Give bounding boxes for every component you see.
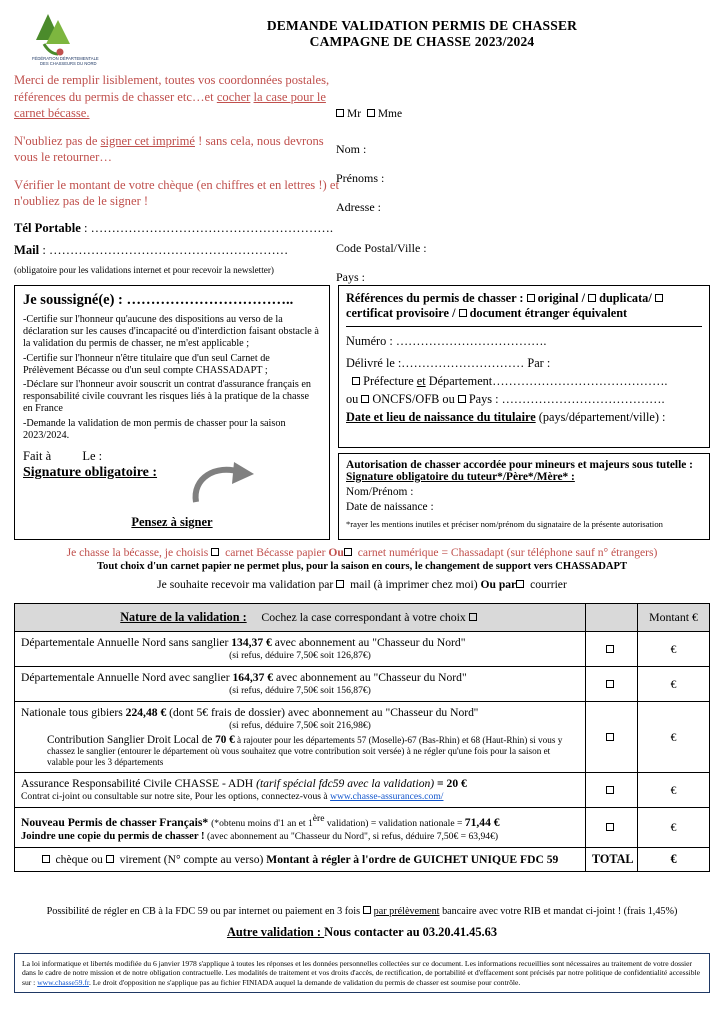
row2-after: (dont 5€ frais de dossier) avec abonnement au "Chasseur du Nord'' xyxy=(166,706,479,719)
oncfs-label: ONCFS/OFB ou xyxy=(372,392,455,406)
field-numero[interactable]: Numéro : ………………………………. xyxy=(346,334,547,348)
mail-label: Mail xyxy=(14,242,40,257)
row0-amount[interactable]: € xyxy=(638,632,710,667)
row0-after: avec abonnement au "Chasseur du Nord" xyxy=(271,636,466,649)
checkbox-virement-icon[interactable] xyxy=(106,855,114,863)
field-departement[interactable]: Département……………………………………. xyxy=(428,374,668,388)
virement-label: virement (N° compte au verso) xyxy=(116,852,267,866)
declaration-box xyxy=(14,285,330,540)
becasse-line1-b: carnet Bécasse papier xyxy=(222,546,329,559)
mail-line xyxy=(14,243,354,258)
field-pays-ref[interactable]: Pays : …………………………………. xyxy=(468,392,665,406)
option-original: original / xyxy=(537,291,586,305)
row1-main: Départementale Annuelle Nord avec sanglier xyxy=(21,671,233,684)
mail-note: (obligatoire pour les validations internet et pour recevoir la newsletter) xyxy=(14,264,274,275)
signature-label: Signature obligatoire : xyxy=(23,465,158,481)
intro-p2-a: N'oubliez pas de xyxy=(14,133,101,148)
date-lieu-row xyxy=(346,410,702,425)
row-dept-sans-sanglier xyxy=(15,632,586,667)
row3-sub-text: Contrat ci-joint ou consultable sur notre site, Pour les options, connectez-vous à xyxy=(21,791,331,802)
curved-arrow-icon xyxy=(190,462,260,513)
row2-sub: (si refus, déduire 7,50€ soit 216,98€) xyxy=(229,720,371,731)
cheque-label: chèque ou xyxy=(52,852,106,866)
intro-p1-a: Merci de remplir lisiblement, toutes vos coordonnées postales, références du permis de chasser etc…et xyxy=(14,73,330,104)
privacy-policy-link[interactable]: www.chasse59.fr xyxy=(37,977,89,987)
row3-checkbox-cell[interactable] xyxy=(586,773,638,808)
row4-sub-bold: Joindre une copie du permis de chasser ! xyxy=(21,830,205,842)
row3-italic: (tarif spécial fdc59 avec la validation) xyxy=(256,777,435,790)
validation-delivery-line xyxy=(14,578,710,591)
row2-price: 224,48 € xyxy=(125,706,167,719)
option-etranger: document étranger équivalent xyxy=(469,306,628,320)
row4-checkbox-cell[interactable] xyxy=(586,808,638,848)
declaration-bullet-4: -Demande la validation de mon permis de chasser pour la saison 2023/2024. xyxy=(23,417,286,441)
civility-mr-label: Mr xyxy=(347,108,362,120)
checkbox-certificat-icon[interactable] xyxy=(655,294,663,302)
row-dept-avec-sanglier xyxy=(15,667,586,702)
row4-price: 71,44 € xyxy=(464,815,500,829)
row-nouveau-permis xyxy=(15,808,586,848)
declaration-bullets xyxy=(23,314,321,442)
row4-note-sup: ère xyxy=(312,813,325,824)
total-amount-cell[interactable]: € xyxy=(638,847,710,871)
checkbox-row1-icon[interactable] xyxy=(606,680,614,688)
row2-amount[interactable]: € xyxy=(638,702,710,773)
row2-extra xyxy=(21,735,579,768)
checkbox-pays-icon[interactable] xyxy=(458,395,466,403)
checkbox-carnet-numerique-icon[interactable] xyxy=(344,548,352,556)
page-title xyxy=(134,10,710,50)
legal-notice xyxy=(14,953,710,993)
checkbox-mme-icon[interactable] xyxy=(367,109,375,117)
table-header-row xyxy=(15,604,710,632)
becasse-choice-line xyxy=(14,546,710,559)
field-prenoms[interactable]: Prénoms : xyxy=(336,171,385,185)
checkbox-row2-icon[interactable] xyxy=(606,733,614,741)
checkbox-mr-icon[interactable] xyxy=(336,109,344,117)
becasse-ou-1: Ou xyxy=(328,546,344,559)
delivery-a: Je souhaite recevoir ma validation par xyxy=(157,578,337,591)
checkbox-oncfs-icon[interactable] xyxy=(361,395,369,403)
row2-main: Nationale tous gibiers xyxy=(21,706,126,719)
checkbox-original-icon[interactable] xyxy=(527,294,535,302)
autorisation-line-2: Signature obligatoire du tuteur*/Père*/Mère* : xyxy=(346,471,575,483)
row4-amount[interactable]: € xyxy=(638,808,710,848)
header-nature-cell xyxy=(15,604,586,632)
mail-field[interactable]: : ………………………………………………… xyxy=(39,242,289,257)
row-assurance xyxy=(15,773,586,808)
row1-price: 164,37 € xyxy=(232,671,274,684)
checkbox-row0-icon[interactable] xyxy=(606,645,614,653)
contact-block xyxy=(14,221,354,276)
row0-checkbox-cell[interactable] xyxy=(586,632,638,667)
row3-main: Assurance Responsabilité Civile CHASSE - ADH xyxy=(21,777,257,790)
intro-p2-b: ! sans cela, nous devrons vous le retourner… xyxy=(14,133,324,164)
table-row xyxy=(15,808,710,848)
row0-price: 134,37 € xyxy=(231,636,272,649)
intro-paragraph-3: Vérifier le montant de votre chèque (en chiffres et en lettres !) et n'oubliez pas de le signer ! xyxy=(14,177,339,208)
legal-text-end: . Le droit d'opposition ne s'applique pas au fichier FINIADA auquel la demande de validation du permis de chasser est soumise pour contrôle. xyxy=(89,977,521,987)
references-title-text: Références du permis de chasser : xyxy=(346,291,524,305)
civility-row xyxy=(336,108,666,120)
field-code-postal[interactable]: Code Postal/Ville : xyxy=(336,241,427,255)
fait-a-line xyxy=(23,449,321,464)
references-title xyxy=(346,291,702,321)
row4-note: (*obtenu moins d'1 an et 1 xyxy=(211,817,313,829)
total-label-cell: TOTAL xyxy=(586,847,638,871)
phone-field[interactable]: : …………………………………………………. xyxy=(80,220,334,235)
validation-table xyxy=(14,603,710,872)
date-lieu-label: Date et lieu de naissance du titulaire xyxy=(346,410,536,424)
identity-block xyxy=(336,108,666,299)
field-nom[interactable]: Nom : xyxy=(336,142,367,156)
payment-note-underline: par prélèvement xyxy=(373,906,440,917)
fdc-logo xyxy=(14,10,134,68)
delivery-c: courrier xyxy=(527,578,567,591)
legal-text: La loi informatique et libertés modifiée du 6 janvier 1978 s'applique à toutes les réponses et les données personnelles collectées sur ce document. Les informations recueillies sont nécessaires au traitement de votre dossier dans le cadre de notre mission et de notre obligation contractuelle. Les modalités de traitement et vos droits d'accès, de rectification, de portabilité et d'effacement sont précisés par notre politique de confidentialité accessible sur : xyxy=(22,959,700,987)
intro-p1-underline: cocher xyxy=(216,89,251,104)
row2-extra-title: Contribution Sanglier Droit Local de xyxy=(47,734,216,746)
beneficiaire-label: GUICHET UNIQUE FDC 59 xyxy=(413,852,559,866)
checkbox-etranger-icon[interactable] xyxy=(459,309,467,317)
row1-amount[interactable]: € xyxy=(638,667,710,702)
row2-extra-text: à rajouter pour les départements 57 (Moselle)-67 (Bas-Rhin) et 68 (Haut-Rhin) si vous y chassez le sanglier (entourer le département où vous souhaitez que votre contribution soit versée) à ne régler qu'une fois pour la saison et valable pour les 3 départements xyxy=(47,735,563,767)
row3-equals: = 20 € xyxy=(434,777,467,790)
checkbox-row4-icon[interactable] xyxy=(606,823,614,831)
declaration-bullet-2: -Certifie sur l'honneur n'être titulaire que d'un seul Carnet de Prélèvement Bécasse ou d'un seul compte CHASSADAPT ; xyxy=(23,352,270,376)
table-total-row xyxy=(15,847,710,871)
becasse-line1-a: Je chasse la bécasse, je choisis xyxy=(66,546,212,559)
payment-note xyxy=(14,906,710,917)
autorisation-box xyxy=(338,453,710,540)
row0-main: Départementale Annuelle Nord sans sanglier xyxy=(21,636,232,649)
references-box xyxy=(338,285,710,448)
autre-validation-label: Autre validation : xyxy=(226,925,325,939)
phone-label: Tél Portable xyxy=(14,220,81,235)
delivery-ou: Ou par xyxy=(480,578,517,591)
field-adresse[interactable]: Adresse : xyxy=(336,200,381,214)
option-certificat: certificat provisoire / xyxy=(346,306,456,320)
row2-extra-price: 70 € xyxy=(215,734,235,746)
checkbox-duplicata-icon[interactable] xyxy=(588,294,596,302)
assurance-link[interactable]: www.chasse-assurances.com/ xyxy=(330,791,444,802)
prefecture-et: et xyxy=(416,374,426,388)
ou-label: ou xyxy=(346,392,359,406)
row4-sub xyxy=(21,830,579,843)
intro-paragraph-1 xyxy=(14,72,344,122)
delivery-b: mail (à imprimer chez moi) xyxy=(347,578,481,591)
header-nature-label: Nature de la validation : xyxy=(120,610,247,624)
le-label: Le : xyxy=(82,449,103,464)
fait-a-label: Fait à xyxy=(23,449,52,464)
intro-text xyxy=(14,72,344,210)
montant-label: Montant à régler à l'ordre de xyxy=(266,852,414,866)
checkbox-prelevement-icon[interactable] xyxy=(363,906,371,914)
svg-text:DES CHASSEURS DU NORD: DES CHASSEURS DU NORD xyxy=(40,61,97,66)
checkbox-carnet-papier-icon[interactable] xyxy=(211,548,219,556)
civility-mme-label: Mme xyxy=(377,108,403,120)
row4-note2: validation) = validation nationale = xyxy=(324,817,465,829)
autre-validation-phone: Nous contacter au 03.20.41.45.63 xyxy=(324,925,498,939)
prefecture-row xyxy=(346,374,702,389)
checkbox-cheque-icon[interactable] xyxy=(42,855,50,863)
checkbox-courrier-icon[interactable] xyxy=(516,580,524,588)
payment-mode-cell xyxy=(15,847,586,871)
declaration-bullet-1: -Certifie sur l'honneur qu'aucune des dispositions au verso de la déclaration sur les causes d'incapacité ou d'interdiction faisant obstacle à la validation du permis de chasser, ne m'est applicable ; xyxy=(23,314,319,350)
svg-text:FÉDÉRATION DÉPARTEMENTALE: FÉDÉRATION DÉPARTEMENTALE xyxy=(32,56,99,61)
field-nom-prenom-tuteur[interactable]: Nom/Prénom : xyxy=(346,486,414,498)
autorisation-note: *rayer les mentions inutiles et préciser nom/prénom du signataire de la présente autorisation xyxy=(346,519,663,529)
table-row xyxy=(15,702,710,773)
references-divider xyxy=(346,326,702,327)
declaration-bullet-3: -Déclare sur l'honneur avoir souscrit un contrat d'assurance français en responsabilité civile couvrant les risques liés à la pratique de la chasse en France xyxy=(23,379,311,415)
row1-after: avec abonnement au "Chasseur du Nord" xyxy=(273,671,467,684)
field-delivre-le[interactable]: Délivré le :………………………… Par : xyxy=(346,356,551,370)
autorisation-line-1: Autorisation de chasser accordée pour mineurs et majeurs sous tutelle : xyxy=(346,459,693,471)
row3-sub xyxy=(21,790,579,803)
prefecture-label: Préfecture xyxy=(363,374,414,388)
oncfs-row xyxy=(346,392,702,407)
intro-paragraph-2 xyxy=(14,133,344,166)
document-header xyxy=(14,10,710,70)
checkbox-prefecture-icon[interactable] xyxy=(352,377,360,385)
header-check-cell xyxy=(586,604,638,632)
title-line-1: DEMANDE VALIDATION PERMIS DE CHASSER xyxy=(266,18,578,33)
checkbox-instruction-icon[interactable] xyxy=(469,613,477,621)
row-nationale xyxy=(15,702,586,773)
header-amount-cell: Montant € xyxy=(638,604,710,632)
checkbox-mail-icon[interactable] xyxy=(336,580,344,588)
table-row xyxy=(15,773,710,808)
payment-note-a: Possibilité de régler en CB à la FDC 59 ou par internet ou paiement en 3 fois xyxy=(46,906,363,917)
intro-p1-b: la case pour le carnet bécasse. xyxy=(14,89,326,120)
becasse-block xyxy=(14,546,710,591)
forms-area xyxy=(14,285,710,540)
table-row xyxy=(15,667,710,702)
row0-sub: (si refus, déduire 7,50€ soit 126,87€) xyxy=(229,650,371,661)
option-duplicata: duplicata/ xyxy=(599,291,652,305)
row1-sub: (si refus, déduire 7,50€ soit 156,87€) xyxy=(229,685,371,696)
becasse-line1-c: carnet numérique = Chassadapt (sur téléphone sauf n° étrangers) xyxy=(354,546,658,559)
row4-main: Nouveau Permis de chasser Français* xyxy=(21,815,212,829)
checkbox-row3-icon[interactable] xyxy=(606,786,614,794)
field-date-naissance-tuteur[interactable]: Date de naissance : xyxy=(346,501,434,513)
header-instruction: Cochez la case correspondant à votre choix xyxy=(261,610,466,624)
row2-checkbox-cell[interactable] xyxy=(586,702,638,773)
table-row xyxy=(15,632,710,667)
pensez-a-signer: Pensez à signer xyxy=(131,515,213,530)
date-lieu-suffix: (pays/département/ville) : xyxy=(535,410,666,424)
becasse-note: Tout choix d'un carnet papier ne permet plus, pour la saison en cours, le changement de support vers CHASSADAPT xyxy=(96,561,628,572)
field-pays[interactable]: Pays : xyxy=(336,270,366,284)
title-line-2: CAMPAGNE DE CHASSE 2023/2024 xyxy=(309,34,535,49)
phone-line xyxy=(14,221,354,236)
declaration-title[interactable]: Je soussigné(e) : …………………………….. xyxy=(23,292,294,308)
row1-checkbox-cell[interactable] xyxy=(586,667,638,702)
payment-note-b: bancaire avec votre RIB et mandat ci-joint ! (frais 1,45%) xyxy=(439,906,678,917)
autre-validation-line xyxy=(14,925,710,940)
intro-p2-underline: signer cet imprimé xyxy=(100,133,195,148)
row3-amount[interactable]: € xyxy=(638,773,710,808)
row4-sub-text: (avec abonnement au "Chasseur du Nord", si refus, déduire 7,50€ = 63,94€) xyxy=(204,830,499,842)
